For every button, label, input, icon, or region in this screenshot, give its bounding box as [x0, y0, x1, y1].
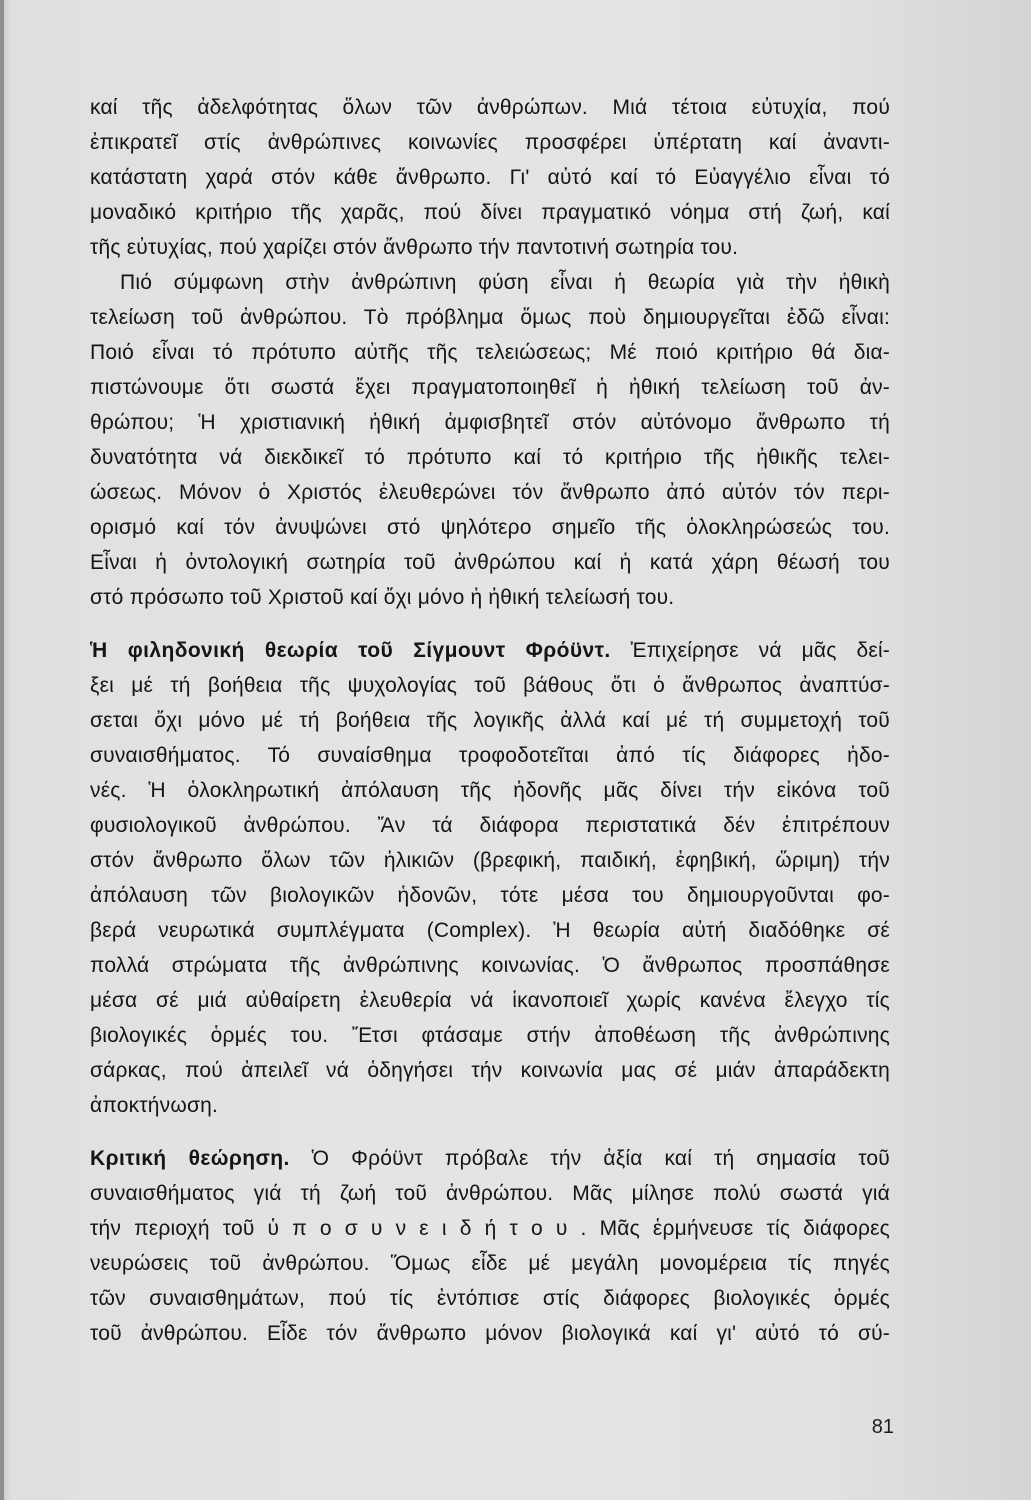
text-line: Πιό σύμφωνη στὴν ἀνθρώπινη φύση εἶναι ἡ θεωρία γιὰ τὴν ἠθικὴ: [120, 271, 890, 294]
text-line: κατάστατη χαρά στόν κάθε ἄνθρωπο. Γι' αὐτό καί τό Εὐαγγέλιο εἶναι τό: [90, 166, 890, 189]
text-line: πολλά στρώματα τῆς ἀνθρώπινης κοινωνίας. Ὁ ἄνθρωπος προσπάθησε: [90, 954, 890, 977]
text-line: δυνατότητα νά διεκδικεῖ τό πρότυπο καί τό κριτήριο τῆς ἠθικῆς τελει-: [90, 446, 890, 469]
page-body: [90, 90, 890, 1351]
text-line: πιστώνουμε ὅτι σωστά ἔχει πραγματοποιηθεῖ ἡ ἠθική τελείωση τοῦ ἀν-: [90, 376, 890, 399]
text-line: στό πρόσωπο τοῦ Χριστοῦ καί ὄχι μόνο ἡ ἠθική τελείωσή του.: [90, 586, 675, 609]
text-line: νές. Ἡ ὁλοκληρωτική ἀπόλαυση τῆς ἡδονῆς μᾶς δίνει τήν εἰκόνα τοῦ: [90, 779, 890, 802]
text-line: συναισθήματος. Τό συναίσθημα τροφοδοτεῖται ἀπό τίς διάφορες ἡδο-: [90, 744, 890, 767]
text-line: ώσεως. Μόνον ὁ Χριστός ἐλευθερώνει τόν ἄνθρωπο ἀπό αὐτόν τόν περι-: [90, 481, 890, 504]
text-line: τῶν συναισθημάτων, πού τίς ἐντόπισε στίς διάφορες βιολογικές ὁρμές: [90, 1287, 890, 1310]
text-line: ἐπικρατεῖ στίς ἀνθρώπινες κοινωνίες προσφέρει ὑπέρτατη καί ἀναντι-: [90, 131, 890, 154]
text-line: φυσιολογικοῦ ἀνθρώπου. Ἄν τά διάφορα περιστατικά δέν ἐπιτρέπουν: [90, 814, 890, 837]
text-line: ορισμό καί τόν ἀνυψώνει στό ψηλότερο σημεῖο τῆς ὁλοκληρώσεώς του.: [90, 516, 890, 539]
text-line: θρώπου; Ἡ χριστιανική ἠθική ἀμφισβητεῖ στόν αὐτόνομο ἄνθρωπο τή: [90, 411, 890, 434]
text-line: μέσα σέ μιά αὐθαίρετη ἐλευθερία νά ἱκανοποιεῖ χωρίς κανένα ἔλεγχο τίς: [90, 989, 890, 1012]
text-line: σεται ὄχι μόνο μέ τή βοήθεια τῆς λογικῆς ἀλλά καί μέ τή συμμετοχή τοῦ: [90, 709, 890, 732]
heading-line: [90, 633, 890, 668]
section-heading: Κριτική θεώρηση.: [90, 1147, 290, 1170]
text-line: νευρώσεις τοῦ ἀνθρώπου. Ὅμως εἶδε μέ μεγάλη μονομέρεια τίς πηγές: [90, 1252, 890, 1275]
heading-line: [90, 1141, 890, 1176]
text-line: ἀπόλαυση τῶν βιολογικῶν ἡδονῶν, τότε μέσα του δημιουργοῦνται φο-: [90, 884, 890, 907]
text-line: τελείωση τοῦ ἀνθρώπου. Τὸ πρόβλημα ὅμως ποὺ δημιουργεῖται ἐδῶ εἶναι:: [90, 306, 890, 329]
text-line: καί τῆς ἀδελφότητας ὅλων τῶν ἀνθρώπων. Μιά τέτοια εὐτυχία, πού: [90, 96, 890, 119]
text-line: μοναδικό κριτήριο τῆς χαρᾶς, πού δίνει πραγματικό νόημα στή ζωή, καί: [90, 201, 890, 224]
paragraph-2: [90, 265, 890, 615]
page-number: 81: [871, 1416, 894, 1438]
text-line: τήν περιοχή τοῦ ὑ π ο σ υ ν ε ι δ ή τ ο υ . Μᾶς ἑρμήνευσε τίς διάφορες: [90, 1217, 890, 1240]
text-line: τοῦ ἀνθρώπου. Εἶδε τόν ἄνθρωπο μόνον βιολογικά καί γι' αὐτό τό σύ-: [90, 1322, 890, 1345]
text-line: τῆς εὐτυχίας, πού χαρίζει στόν ἄνθρωπο τήν παντοτινή σωτηρία του.: [90, 236, 739, 259]
paragraph-1: [90, 90, 890, 265]
paragraph-3: [90, 633, 890, 1123]
text-line: Εἶναι ἡ ὀντολογική σωτηρία τοῦ ἀνθρώπου καί ἡ κατά χάρη θέωσή του: [90, 551, 890, 574]
text-line: βερά νευρωτικά συμπλέγματα (Complex). Ἡ θεωρία αὐτή διαδόθηκε σέ: [90, 919, 890, 942]
text-line: συναισθήματος γιά τή ζωή τοῦ ἀνθρώπου. Μᾶς μίλησε πολύ σωστά γιά: [90, 1182, 890, 1205]
text-line: ξει μέ τή βοήθεια τῆς ψυχολογίας τοῦ βάθους ὅτι ὁ ἄνθρωπος ἀναπτύσ-: [90, 674, 890, 697]
paragraph-4: [90, 1141, 890, 1351]
section-heading: Ἡ φιληδονική θεωρία τοῦ Σίγμουντ Φρόϋντ.: [90, 639, 611, 662]
text-line: σάρκας, πού ἀπειλεῖ νά ὁδηγήσει τήν κοινωνία μας σέ μιάν ἀπαράδεκτη: [90, 1059, 890, 1082]
text-line: στόν ἄνθρωπο ὅλων τῶν ἡλικιῶν (βρεφική, παιδική, ἐφηβική, ὥριμη) τήν: [90, 849, 890, 872]
heading-line-rest: Ἐπιχείρησε νά μᾶς δεί-: [630, 639, 891, 662]
text-line: Ποιό εἶναι τό πρότυπο αὐτῆς τῆς τελειώσεως; Μέ ποιό κριτήριο θά δια-: [90, 341, 890, 364]
heading-line-rest: Ὁ Φρόϋντ πρόβαλε τήν ἀξία καί τή σημασία τοῦ: [311, 1147, 890, 1170]
scan-edge: [0, 0, 4, 1500]
text-line: βιολογικές ὁρμές του. Ἔτσι φτάσαμε στήν ἀποθέωση τῆς ἀνθρώπινης: [90, 1024, 890, 1047]
text-line: ἀποκτήνωση.: [90, 1094, 219, 1117]
